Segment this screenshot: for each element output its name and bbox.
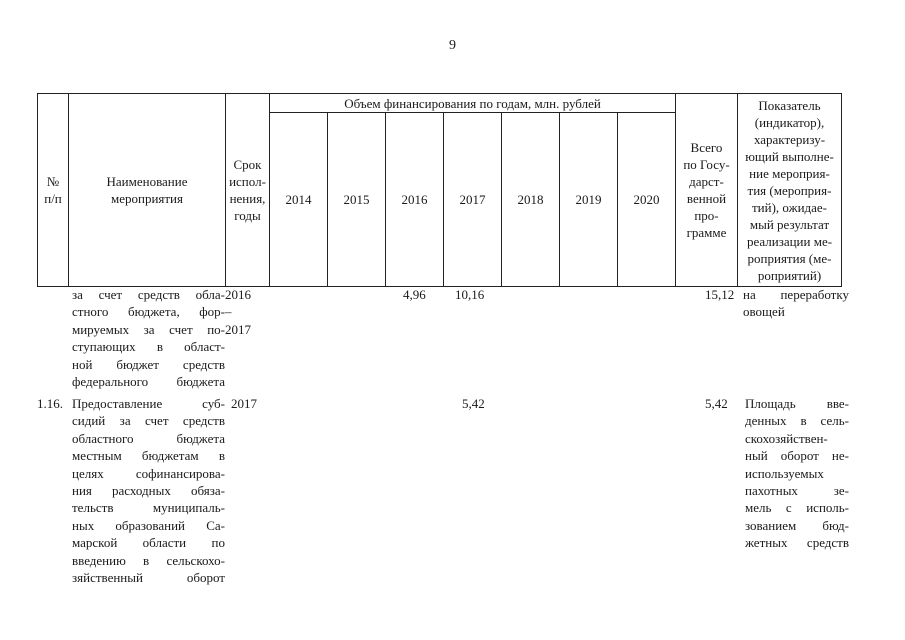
header-year-2018: 2018 <box>502 113 560 287</box>
table-header <box>37 93 842 287</box>
header-year-2016: 2016 <box>386 113 444 287</box>
row-1-value-2017: 10,16 <box>455 287 485 302</box>
header-term: Срок испол- нения, годы <box>226 94 270 287</box>
row-1-term: 2016 –2017 <box>225 287 251 337</box>
header-name: Наименование мероприятия <box>69 94 226 287</box>
row-1-total: 15,12 <box>705 287 735 302</box>
header-year-2020: 2020 <box>618 113 676 287</box>
row-1-name: за счет средств обла- стного бюджета, фор- мируемых за счет по- ступающих в област- ной бюджет средств федерального бюджета <box>72 287 225 389</box>
row-2-total: 5,42 <box>705 396 728 411</box>
row-1-value-2016: 4,96 <box>403 287 426 302</box>
row-2-name: Предоставление суб- сидий за счет средств областного бюджета местным бюджетам в целях софинансирова- ния расходных обяза- тельств муниципаль- ных образований Са- марской области по введению в сельскохо- зяйственный оборот <box>72 396 225 585</box>
header-year-2014: 2014 <box>270 113 328 287</box>
row-2-number: 1.16. <box>37 396 63 411</box>
row-2-term: 2017 <box>231 396 257 411</box>
header-funding-title: Объем финансирования по годам, млн. рублей <box>270 94 676 113</box>
row-2-value-2017: 5,42 <box>462 396 485 411</box>
header-indicator: Показатель (индикатор), характеризу- ющий выполне- ние мероприя- тия (мероприя- тий), ожидае- мый результат реализации ме- роприятия (ме- роприятий) <box>738 94 842 287</box>
row-2-indicator: Площадь вве- денных в сель- скохозяйствен- ный оборот не- используемых пахотных зе- мель с исполь- зованием бюд- жетных средств <box>745 396 849 551</box>
page-number: 9 <box>449 38 456 53</box>
row-1-indicator: на переработку овощей <box>743 287 849 320</box>
header-year-2019: 2019 <box>560 113 618 287</box>
header-number: № п/п <box>38 94 69 287</box>
header-year-2015: 2015 <box>328 113 386 287</box>
header-year-2017: 2017 <box>444 113 502 287</box>
header-total: Всего по Госу- дарст- венной про- грамме <box>676 94 738 287</box>
